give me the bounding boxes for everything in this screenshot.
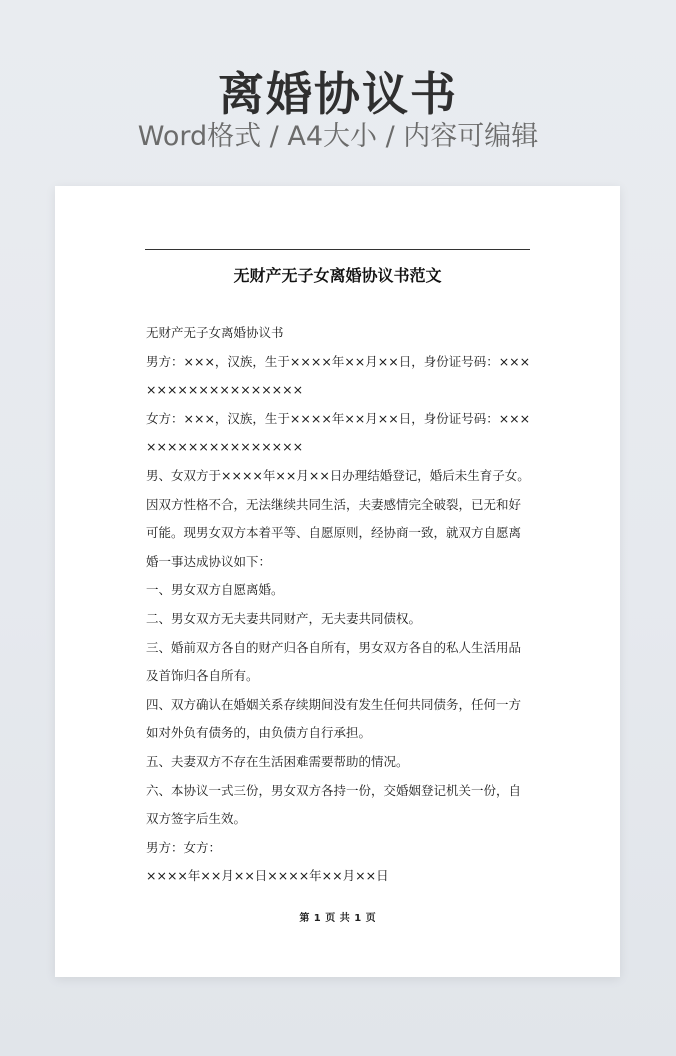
body-line: ×××××××××××××××: [146, 439, 304, 455]
banner-subtitle: Word格式 / A4大小 / 内容可编辑: [137, 121, 539, 152]
body-line: 及首饰归各自所有。: [146, 668, 259, 684]
body-line: 三、婚前双方各自的财产归各自所有，男女双方各自的私人生活用品: [146, 639, 522, 655]
banner-title: 离婚协议书: [218, 67, 458, 121]
body-line: 一、男女双方自愿离婚。: [146, 582, 284, 598]
body-line: ×××××××××××××××: [146, 382, 304, 398]
document-title: 无财产无子女离婚协议书范文: [233, 266, 442, 285]
body-line: 男、女双方于××××年××月××日办理结婚登记，婚后未生育子女。: [146, 467, 530, 483]
body-line: 无财产无子女离婚协议书: [146, 325, 284, 340]
body-line: 六、本协议一式三份，男女双方各持一份，交婚姻登记机关一份，自: [146, 782, 522, 798]
document-page: [55, 186, 620, 977]
body-line: 双方签字后生效。: [146, 811, 247, 827]
page-number-footer: 第 1 页 共 1 页: [299, 913, 376, 924]
body-line: ××××年××月××日××××年××月××日: [146, 868, 389, 884]
body-line: 五、夫妻双方不存在生活困难需要帮助的情况。: [146, 753, 409, 769]
body-line: 女方：×××，汉族，生于××××年××月××日，身份证号码：×××: [146, 410, 531, 426]
body-line: 四、双方确认在婚姻关系存续期间没有发生任何共同债务，任何一方: [146, 696, 522, 712]
header-rule: [145, 249, 530, 250]
body-line: 二、男女双方无夫妻共同财产，无夫妻共同债权。: [146, 610, 422, 626]
body-line: 因双方性格不合，无法继续共同生活，夫妻感情完全破裂，已无和好: [146, 496, 522, 512]
body-line: 男方：×××，汉族，生于××××年××月××日，身份证号码：×××: [146, 353, 531, 369]
body-line: 男方：女方：: [146, 839, 222, 855]
body-line: 婚一事达成协议如下：: [146, 553, 272, 569]
document-body: [146, 319, 532, 891]
body-line: 可能。现男女双方本着平等、自愿原则，经协商一致，就双方自愿离: [146, 525, 522, 541]
body-line: 如对外负有债务的，由负债方自行承担。: [146, 725, 372, 741]
